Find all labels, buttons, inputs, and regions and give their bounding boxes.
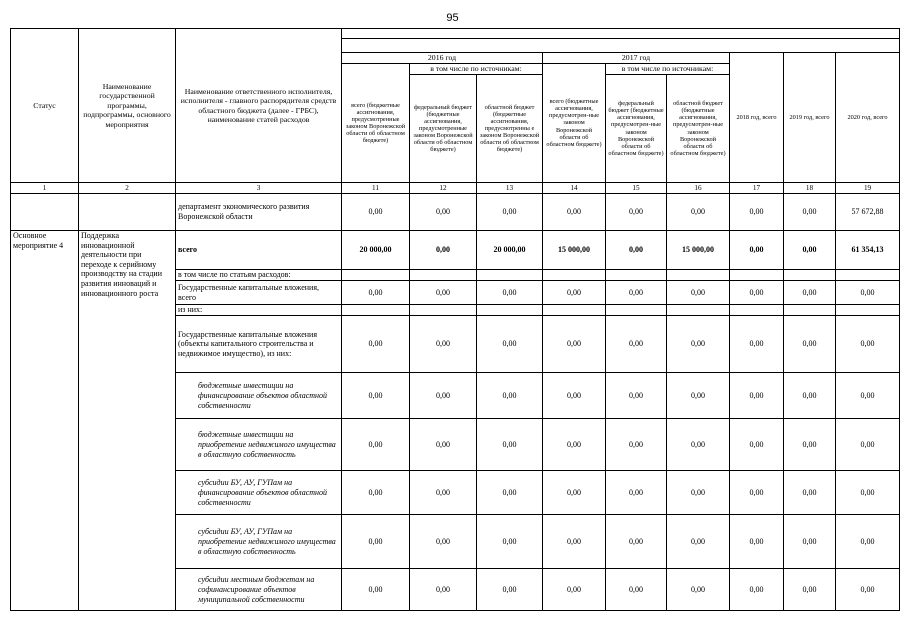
header-2016-sources: в том числе по источникам:	[410, 64, 543, 75]
header-2018-total: 2018 год, всего	[730, 53, 784, 183]
header-year-2017: 2017 год	[543, 53, 730, 64]
col-index: 19	[836, 183, 900, 194]
value-cell: 0,00	[477, 281, 543, 305]
status-cell	[11, 194, 79, 231]
row-name: всего	[176, 231, 342, 270]
value-cell: 0,00	[342, 515, 410, 569]
value-cell: 0,00	[784, 515, 836, 569]
col-index: 18	[784, 183, 836, 194]
value-cell: 0,00	[606, 316, 667, 373]
row-name: Государственные капитальные вложения, всего	[176, 281, 342, 305]
col-index: 3	[176, 183, 342, 194]
empty-cell	[606, 305, 667, 316]
row-name: из них:	[176, 305, 342, 316]
value-cell: 15 000,00	[543, 231, 606, 270]
empty-cell	[410, 305, 477, 316]
value-cell: 0,00	[342, 281, 410, 305]
value-cell: 0,00	[410, 194, 477, 231]
value-cell: 0,00	[543, 515, 606, 569]
value-cell: 0,00	[730, 316, 784, 373]
value-cell: 0,00	[836, 569, 900, 611]
value-cell: 0,00	[543, 316, 606, 373]
header-spacer	[342, 29, 900, 39]
row-name: департамент экономического развития Воронежской области	[176, 194, 342, 231]
value-cell: 0,00	[667, 515, 730, 569]
header-2017-sources: в том числе по источникам:	[606, 64, 730, 75]
col-index: 14	[543, 183, 606, 194]
value-cell: 0,00	[784, 281, 836, 305]
value-cell: 0,00	[477, 316, 543, 373]
row-name: бюджетные инвестиции на финансирование объектов областной собственности	[176, 373, 342, 419]
value-cell: 0,00	[543, 471, 606, 515]
value-cell: 0,00	[836, 419, 900, 471]
empty-cell	[730, 270, 784, 281]
col-index: 11	[342, 183, 410, 194]
value-cell: 0,00	[342, 316, 410, 373]
row-name: бюджетные инвестиции на приобретение недвижимого имущества в областную собственность	[176, 419, 342, 471]
empty-cell	[606, 270, 667, 281]
value-cell: 0,00	[667, 569, 730, 611]
col-index: 2	[79, 183, 176, 194]
value-cell: 0,00	[730, 231, 784, 270]
col-index: 17	[730, 183, 784, 194]
value-cell: 0,00	[606, 231, 667, 270]
header-2016-regional: областной бюджет (бюджетные ассигнования, предусмотренны е законом Воронежской области об областном бюджете)	[477, 75, 543, 183]
value-cell: 0,00	[410, 569, 477, 611]
empty-cell	[477, 270, 543, 281]
value-cell: 0,00	[784, 316, 836, 373]
header-status: Статус	[11, 29, 79, 183]
header-2019-total: 2019 год, всего	[784, 53, 836, 183]
value-cell: 0,00	[342, 373, 410, 419]
value-cell: 0,00	[784, 231, 836, 270]
header-program-name: Наименование государственной программы, подпрограммы, основного мероприятия	[79, 29, 176, 183]
empty-cell	[784, 270, 836, 281]
value-cell: 0,00	[477, 419, 543, 471]
header-2020-total: 2020 год, всего	[836, 53, 900, 183]
header-2017-federal: федеральный бюджет (бюджетные ассигнования, предусмотрен-ные законом Воронежской области об областном бюджете)	[606, 75, 667, 183]
value-cell: 0,00	[543, 373, 606, 419]
value-cell: 0,00	[836, 471, 900, 515]
program-cell: Поддержка инновационной деятельности при переходе к серийному производству на стадии развития инноваций и инновационного роста	[79, 231, 176, 611]
col-index: 15	[606, 183, 667, 194]
empty-cell	[667, 270, 730, 281]
header-spacer-2	[342, 39, 900, 53]
value-cell: 0,00	[477, 515, 543, 569]
value-cell: 0,00	[342, 569, 410, 611]
value-cell: 0,00	[730, 569, 784, 611]
value-cell: 0,00	[606, 471, 667, 515]
value-cell: 0,00	[784, 471, 836, 515]
value-cell: 0,00	[477, 373, 543, 419]
value-cell: 57 672,88	[836, 194, 900, 231]
table-row-total	[11, 231, 900, 270]
empty-cell	[477, 305, 543, 316]
value-cell: 0,00	[477, 569, 543, 611]
empty-cell	[667, 305, 730, 316]
budget-table	[10, 28, 900, 611]
header-2017-total: всего (бюджетные ассигнования, предусмотрен-ные законом Воронежской области об областном бюджете)	[543, 64, 606, 183]
value-cell: 0,00	[730, 515, 784, 569]
value-cell: 0,00	[667, 194, 730, 231]
value-cell: 0,00	[836, 316, 900, 373]
page-number: 95	[446, 12, 459, 24]
empty-cell	[342, 305, 410, 316]
value-cell: 0,00	[784, 419, 836, 471]
value-cell: 0,00	[606, 281, 667, 305]
value-cell: 0,00	[784, 569, 836, 611]
value-cell: 0,00	[606, 419, 667, 471]
row-name: Государственные капитальные вложения (объекты капитального строительства и недвижимое имущество), из них:	[176, 316, 342, 373]
value-cell: 0,00	[667, 471, 730, 515]
value-cell: 0,00	[730, 281, 784, 305]
col-index: 16	[667, 183, 730, 194]
value-cell: 0,00	[606, 373, 667, 419]
empty-cell	[730, 305, 784, 316]
row-name: субсидии местным бюджетам на софинансирование объектов муниципальной собственности	[176, 569, 342, 611]
col-index: 13	[477, 183, 543, 194]
value-cell: 0,00	[836, 281, 900, 305]
program-cell	[79, 194, 176, 231]
empty-cell	[836, 270, 900, 281]
value-cell: 0,00	[667, 419, 730, 471]
value-cell: 0,00	[730, 471, 784, 515]
value-cell: 0,00	[606, 515, 667, 569]
value-cell: 0,00	[543, 419, 606, 471]
header-2017-regional: областной бюджет (бюджетные ассигнования, предусмотрен-ные законом Воронежской области об областном бюджете)	[667, 75, 730, 183]
value-cell: 0,00	[606, 194, 667, 231]
empty-cell	[543, 305, 606, 316]
row-name: в том числе по статьям расходов:	[176, 270, 342, 281]
value-cell: 0,00	[730, 419, 784, 471]
value-cell: 0,00	[410, 316, 477, 373]
empty-cell	[342, 270, 410, 281]
value-cell: 0,00	[667, 373, 730, 419]
value-cell: 0,00	[606, 569, 667, 611]
col-index: 1	[11, 183, 79, 194]
value-cell: 0,00	[730, 194, 784, 231]
value-cell: 0,00	[410, 373, 477, 419]
value-cell: 61 354,13	[836, 231, 900, 270]
value-cell: 15 000,00	[667, 231, 730, 270]
empty-cell	[410, 270, 477, 281]
header-executor-name: Наименование ответственного исполнителя, исполнителя - главного распорядителя средств областного бюджета (далее - ГРБС), наименование статей расходов	[176, 29, 342, 183]
value-cell: 0,00	[784, 373, 836, 419]
empty-cell	[543, 270, 606, 281]
value-cell: 0,00	[784, 194, 836, 231]
value-cell: 0,00	[477, 471, 543, 515]
header-year-2016: 2016 год	[342, 53, 543, 64]
value-cell: 0,00	[410, 515, 477, 569]
row-name: субсидии БУ, АУ, ГУПам на приобретение недвижимого имущества в областную собственность	[176, 515, 342, 569]
col-index: 12	[410, 183, 477, 194]
empty-cell	[784, 305, 836, 316]
header-2016-federal: федеральный бюджет (бюджетные ассигнования, предусмотренные законом Воронежской области об областном бюджете)	[410, 75, 477, 183]
value-cell: 0,00	[836, 515, 900, 569]
value-cell: 0,00	[667, 281, 730, 305]
value-cell: 0,00	[410, 471, 477, 515]
value-cell: 0,00	[543, 194, 606, 231]
row-name: субсидии БУ, АУ, ГУПам на финансирование объектов областной собственности	[176, 471, 342, 515]
value-cell: 0,00	[410, 281, 477, 305]
value-cell: 0,00	[342, 419, 410, 471]
value-cell: 0,00	[730, 373, 784, 419]
value-cell: 0,00	[410, 419, 477, 471]
value-cell: 20 000,00	[342, 231, 410, 270]
table-row-dept	[11, 194, 900, 231]
value-cell: 20 000,00	[477, 231, 543, 270]
value-cell: 0,00	[543, 569, 606, 611]
header-2016-total: всего (бюджетные ассигнования, предусмотренные законом Воронежской области об областном бюджете)	[342, 64, 410, 183]
value-cell: 0,00	[543, 281, 606, 305]
value-cell: 0,00	[836, 373, 900, 419]
status-cell: Основное мероприятие 4	[11, 231, 79, 611]
value-cell: 0,00	[667, 316, 730, 373]
value-cell: 0,00	[477, 194, 543, 231]
value-cell: 0,00	[342, 471, 410, 515]
empty-cell	[836, 305, 900, 316]
value-cell: 0,00	[410, 231, 477, 270]
value-cell: 0,00	[342, 194, 410, 231]
